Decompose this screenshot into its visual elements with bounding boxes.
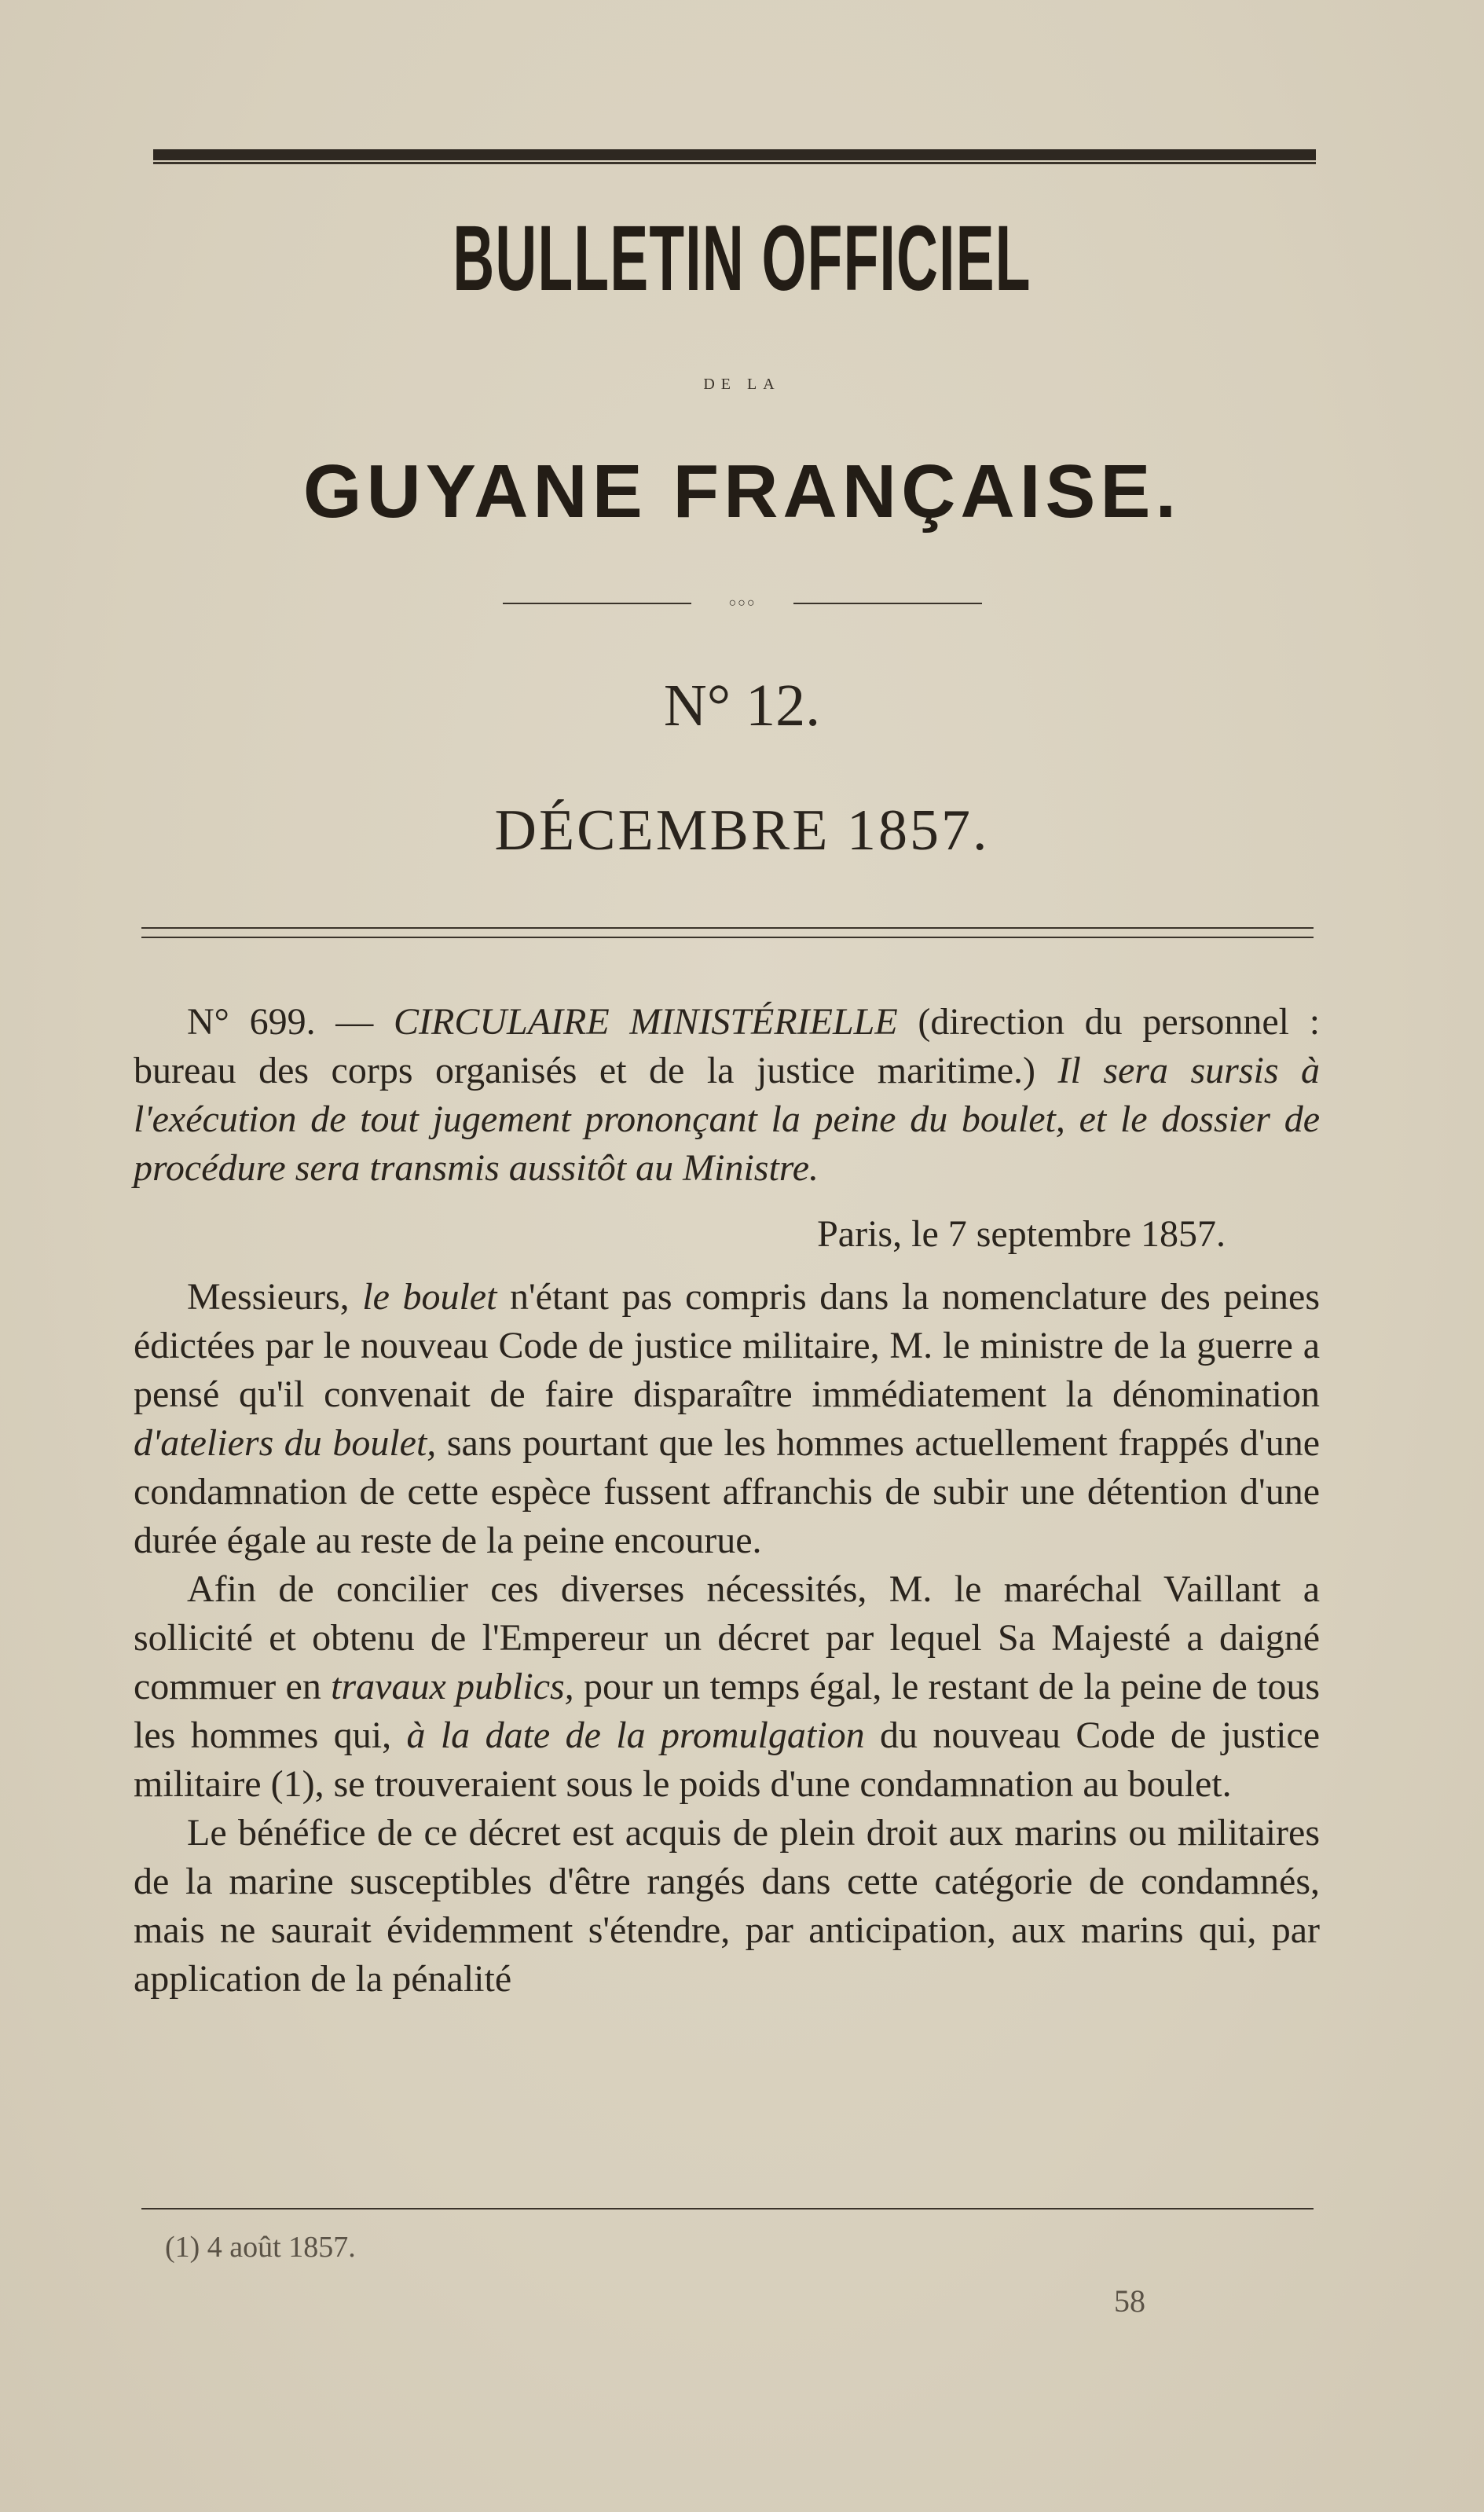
header-double-rule: [141, 927, 1314, 938]
paragraph-1-text-b: sans pourtant que les hommes actuellement frappés d'une condamnation de cette espèce fussent affranchis de subir une détention d'une durée égale au reste de la peine encourue.: [134, 1422, 1320, 1561]
ornament-line-right: [793, 603, 982, 604]
bulletin-title: BULLETIN OFFICIEL: [453, 207, 1031, 310]
paragraph-2-text-c: du nouveau Code de justice militaire (1), se trouveraient sous le poids d'une condamnation au boulet.: [134, 1714, 1321, 1805]
ornament-line-left: [503, 603, 691, 604]
top-rule: [153, 149, 1316, 160]
issue-number: N° 12.: [663, 673, 821, 739]
paragraph-2: [134, 1565, 1320, 1809]
footnote: (1) 4 août 1857.: [165, 2231, 356, 2264]
term-boulet: le boulet: [362, 1276, 497, 1318]
paragraph-3: [134, 1809, 1320, 2004]
paragraph-3-text: Le bénéfice de ce décret est acquis de plein droit aux marins ou militaires de la marine susceptibles d'être rangés dans cette catégorie de condamnés, mais ne saurait évidemment s'étendre, par anticipation, aux marins qui, par application de la pénalité: [134, 1812, 1320, 2000]
paragraph-2-text-a: Afin de concilier ces diverses nécessités, M. le maréchal Vaillant a sollicité et obtenu de l'Empereur un décret par lequel Sa Majesté a daigné commuer en: [134, 1568, 1320, 1707]
article-kind: CIRCULAIRE MINISTÉRIELLE: [394, 1001, 898, 1043]
term-date-promulgation: à la date de la promulgation: [406, 1714, 865, 1756]
ornament-dots: ○○○: [728, 596, 757, 610]
term-ateliers: d'ateliers du boulet,: [134, 1422, 437, 1464]
article-body: [134, 998, 1320, 2004]
ornament-divider: [503, 597, 982, 610]
article-service: (direction du personnel : bureau des corps organisés et de la justice maritime.): [134, 1001, 1321, 1091]
paragraph-1-text-a: n'étant pas compris dans la nomenclature des peines édictées par le nouveau Code de justice militaire, M. le ministre de la guerre a pensé qu'il convenait de faire disparaître immédiatement la dénomination: [134, 1276, 1321, 1415]
salutation: Messieurs,: [187, 1276, 350, 1318]
term-travaux-publics: travaux publics,: [331, 1666, 574, 1707]
page-number: 58: [1114, 2283, 1145, 2319]
paragraph-2-text-b: pour un temps égal, le restant de la peine de tous les hommes qui,: [134, 1666, 1321, 1756]
place-date: Paris, le 7 septembre 1857.: [817, 1213, 1226, 1255]
article-summary: Il sera sursis à l'exécution de tout jugement prononçant la peine du boulet, et le dossier de procédure sera transmis aussitôt au Ministre.: [134, 1050, 1321, 1189]
title-connector: DE LA: [703, 376, 781, 393]
article-number: N° 699. —: [187, 1001, 374, 1043]
footnote-rule: [141, 2208, 1314, 2209]
issue-date: DÉCEMBRE 1857.: [494, 798, 990, 863]
article-heading: [134, 998, 1320, 1193]
colony-title: GUYANE FRANÇAISE.: [302, 449, 1182, 534]
paragraph-1: [134, 1273, 1320, 1565]
